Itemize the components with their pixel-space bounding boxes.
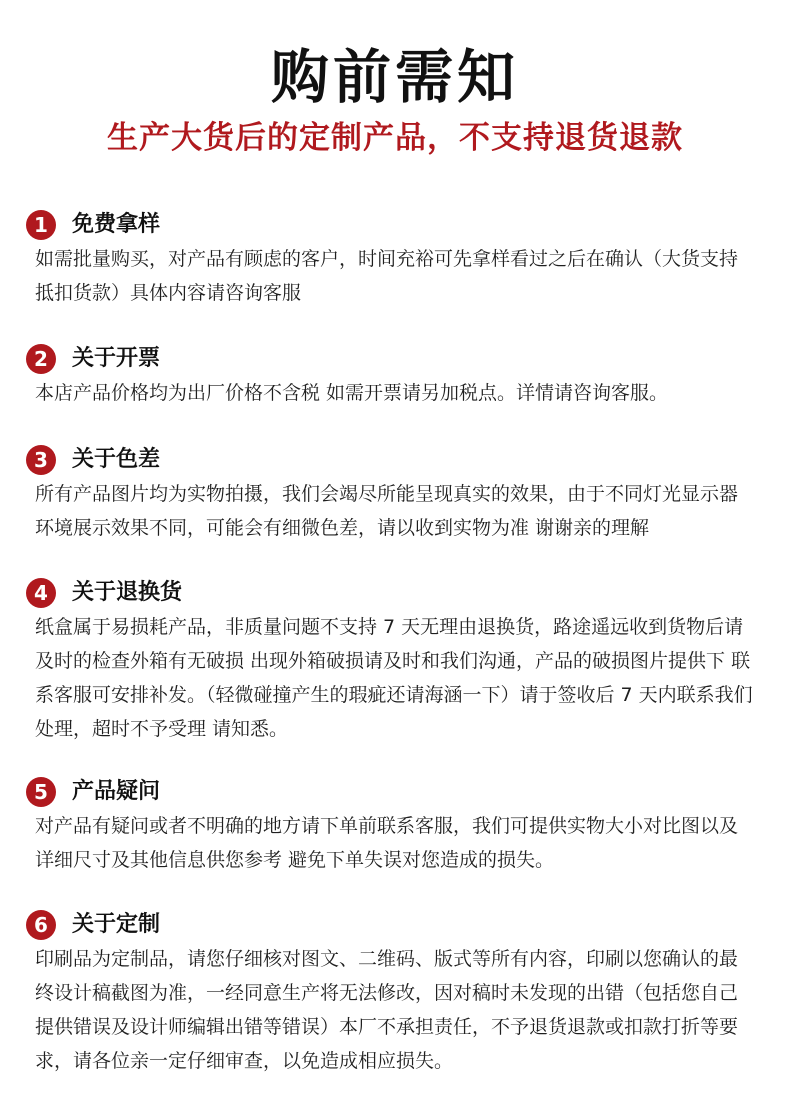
- section-header: [26, 908, 160, 942]
- page-subtitle: 生产大货后的定制产品，不支持退货退款: [107, 120, 683, 156]
- section-body: 对产品有疑问或者不明确的地方请下单前联系客服，我们可提供实物大小对比图以及详细尺寸及其他信息供您参考 避免下单失误对您造成的损失。: [35, 815, 739, 871]
- section-body: 纸盒属于易损耗产品，非质量问题不支持 7 天无理由退换货，路途遥远收到货物后请及时的检查外箱有无破损 出现外箱破损请及时和我们沟通，产品的破损图片提供下 联系客服可安排补发。（轻微碰撞产生的瑕疵还请海涵一下）请于签收后 7 天内联系我们处理，超时不予受理 请知悉。: [35, 616, 753, 740]
- section-body: 如需批量购买，对产品有顾虑的客户，时间充裕可先拿样看过之后在确认（大货支持抵扣货款）具体内容请咨询客服: [35, 248, 739, 304]
- section-body: 本店产品价格均为出厂价格不含税 如需开票请另加税点。详情请咨询客服。: [35, 382, 669, 404]
- section-header: [26, 576, 182, 610]
- section-number-badge: 6: [26, 910, 56, 940]
- section-number-badge: 3: [26, 445, 56, 475]
- section-title: 免费拿样: [72, 212, 161, 237]
- section-number-badge: 4: [26, 578, 56, 608]
- section-header: [26, 775, 160, 809]
- section-body: 所有产品图片均为实物拍摄，我们会竭尽所能呈现真实的效果，由于不同灯光显示器环境展示效果不同，可能会有细微色差，请以收到实物为准 谢谢亲的理解: [35, 483, 739, 539]
- section-number-badge: 5: [26, 777, 56, 807]
- section-header: [26, 342, 160, 376]
- section-title: 产品疑问: [72, 779, 161, 804]
- section-body: 印刷品为定制品，请您仔细核对图文、二维码、版式等所有内容，印刷以您确认的最终设计稿截图为准，一经同意生产将无法修改，因对稿时未发现的出错（包括您自己提供错误及设计师编辑出错等错误）本厂不承担责任，不予退货退款或扣款打折等要求，请各位亲一定仔细审查，以免造成相应损失。: [35, 948, 739, 1072]
- section-title: 关于色差: [72, 447, 161, 472]
- page-title: 购前需知: [270, 43, 519, 111]
- section-number-badge: 2: [26, 344, 56, 374]
- section-header: [26, 208, 160, 242]
- section-number-badge: 1: [26, 210, 56, 240]
- section-title: 关于退换货: [72, 580, 183, 605]
- section-header: [26, 443, 160, 477]
- section-title: 关于开票: [72, 346, 161, 371]
- section-title: 关于定制: [72, 912, 161, 937]
